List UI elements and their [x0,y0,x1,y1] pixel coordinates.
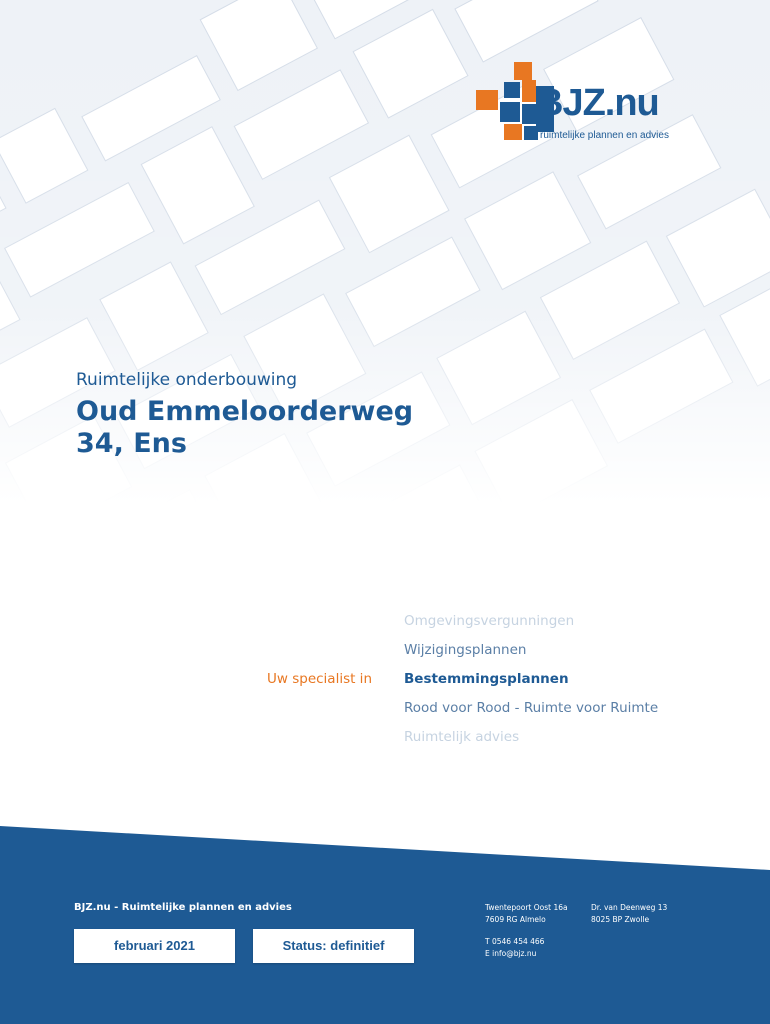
address-almelo [485,902,568,926]
specialist-item-omgevingsvergunningen: Omgevingsvergunningen [404,613,575,629]
status-box: Status: definitief [253,929,414,963]
specialist-item-rood-voor-rood: Rood voor Rood - Ruimte voor Ruimte [404,700,659,716]
bjz-logo [474,60,714,150]
address-zwolle-city: 8025 BP Zwolle [591,915,650,924]
specialist-item-wijzigingsplannen: Wijzigingsplannen [404,642,527,658]
address-zwolle [591,902,667,926]
specialist-item-bestemmingsplannen: Bestemmingsplannen [404,671,569,687]
document-title-line-2: 34, Ens [76,428,187,459]
document-title-line-1: Oud Emmeloorderweg [76,396,414,427]
logo-tagline: ruimtelijke plannen en advies [540,130,669,141]
address-almelo-city: 7609 RG Almelo [485,915,546,924]
address-almelo-street: Twentepoort Oost 16a [485,903,568,912]
footer-company-name: BJZ.nu - Ruimtelijke plannen en advies [74,902,292,913]
contact-info [485,936,544,960]
date-box: februari 2021 [74,929,235,963]
specialist-item-ruimtelijk-advies: Ruimtelijk advies [404,729,520,745]
address-zwolle-street: Dr. van Deenweg 13 [591,903,668,912]
specialist-list [404,612,658,757]
contact-email[interactable]: E info@bjz.nu [485,949,537,958]
logo-wordmark: BJZ.nu [536,82,659,124]
contact-phone: T 0546 454 466 [485,937,545,946]
specialist-label: Uw specialist in [267,671,372,687]
document-type: Ruimtelijke onderbouwing [76,370,298,390]
document-title [76,396,413,460]
